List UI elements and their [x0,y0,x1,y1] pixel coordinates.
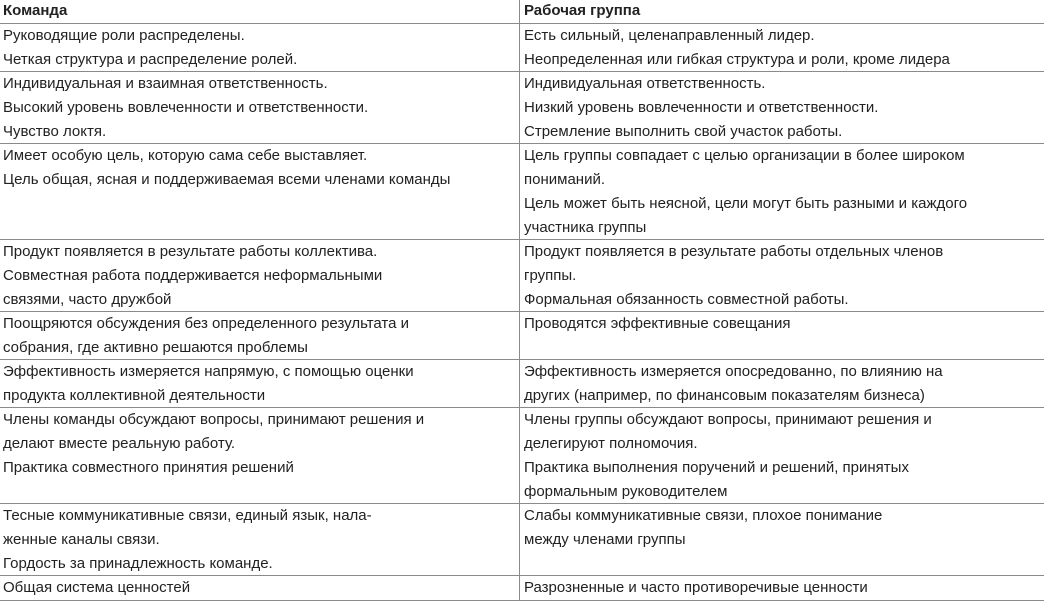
cell-line: Эффективность измеряется опосредованно, по влиянию на [524,363,943,380]
cell-line: Члены команды обсуждают вопросы, принимают решения и [3,411,425,428]
header-cell-team [3,0,515,22]
cell-workgroup [524,576,1039,600]
cell-line: между членами группы [524,531,686,548]
cell-line: Продукт появляется в результате работы отдельных членов [524,243,944,260]
cell-line: Гордость за принадлежность команде. [3,555,273,572]
column-divider [519,0,520,601]
cell-team [3,312,515,360]
cell-line: Руководящие роли распределены. [3,27,245,44]
cell-workgroup [524,240,1039,312]
table-row [0,504,1044,576]
cell-team [3,576,515,600]
cell-line: участника группы [524,219,647,236]
cell-line: формальным руководителем [524,483,728,500]
table-row [0,144,1044,240]
cell-line: Продукт появляется в результате работы коллектива. [3,243,378,260]
table-row [0,240,1044,312]
cell-line: Разрозненные и часто противоречивые ценности [524,579,868,596]
cell-line: Неопределенная или гибкая структура и роли, кроме лидера [524,51,950,68]
cell-line: Практика выполнения поручений и решений, принятых [524,459,909,476]
cell-workgroup [524,360,1039,408]
cell-team [3,240,515,312]
cell-team [3,408,515,480]
table-row [0,408,1044,504]
cell-line: Эффективность измеряется напрямую, с помощью оценки [3,363,414,380]
table-row [0,24,1044,72]
cell-line: Тесные коммуникативные связи, единый язык, нала- [3,507,372,524]
cell-line: Цель общая, ясная и поддерживаемая всеми членами команды [3,171,451,188]
cell-team [3,144,515,192]
cell-line: Есть сильный, целенаправленный лидер. [524,27,815,44]
cell-line: Цель может быть неясной, цели могут быть разными и каждого [524,195,968,212]
cell-line: Высокий уровень вовлеченности и ответственности. [3,99,369,116]
cell-line: Общая система ценностей [3,579,191,596]
cell-team [3,24,515,72]
cell-line: Имеет особую цель, которую сама себе выставляет. [3,147,368,164]
cell-line: Индивидуальная ответственность. [524,75,766,92]
cell-line: Члены группы обсуждают вопросы, принимают решения и [524,411,932,428]
cell-workgroup [524,72,1039,144]
cell-line: Слабы коммуникативные связи, плохое понимание [524,507,883,524]
cell-line: женные каналы связи. [3,531,160,548]
cell-line: Чувство локтя. [3,123,107,140]
cell-line: Низкий уровень вовлеченности и ответственности. [524,99,879,116]
cell-workgroup [524,504,1039,552]
cell-line: группы. [524,267,577,284]
table-row [0,72,1044,144]
table-row [0,312,1044,360]
table-header-row [0,0,1044,24]
cell-line: делегируют полномочия. [524,435,698,452]
header-label-workgroup: Рабочая группа [524,2,641,19]
cell-team [3,360,515,408]
cell-line: пониманий. [524,171,605,188]
header-label-team: Команда [3,2,68,19]
cell-line: других (например, по финансовым показателям бизнеса) [524,387,925,404]
cell-line: делают вместе реальную работу. [3,435,236,452]
cell-line: Проводятся эффективные совещания [524,315,791,332]
cell-workgroup [524,312,1039,336]
cell-workgroup [524,24,1039,72]
cell-line: Формальная обязанность совместной работы. [524,291,849,308]
cell-team [3,504,515,576]
cell-line: Стремление выполнить свой участок работы. [524,123,843,140]
cell-line: собрания, где активно решаются проблемы [3,339,308,356]
table-row [0,360,1044,408]
cell-line: продукта коллективной деятельности [3,387,266,404]
table-row [0,576,1044,601]
cell-line: Совместная работа поддерживается неформальными [3,267,383,284]
cell-line: Четкая структура и распределение ролей. [3,51,298,68]
cell-team [3,72,515,144]
cell-line: Цель группы совпадает с целью организации в более широком [524,147,965,164]
cell-line: связями, часто дружбой [3,291,172,308]
cell-line: Поощряются обсуждения без определенного результата и [3,315,410,332]
cell-workgroup [524,144,1039,240]
cell-line: Практика совместного принятия решений [3,459,294,476]
header-cell-workgroup [524,0,1039,22]
cell-line: Индивидуальная и взаимная ответственность. [3,75,328,92]
cell-workgroup [524,408,1039,504]
